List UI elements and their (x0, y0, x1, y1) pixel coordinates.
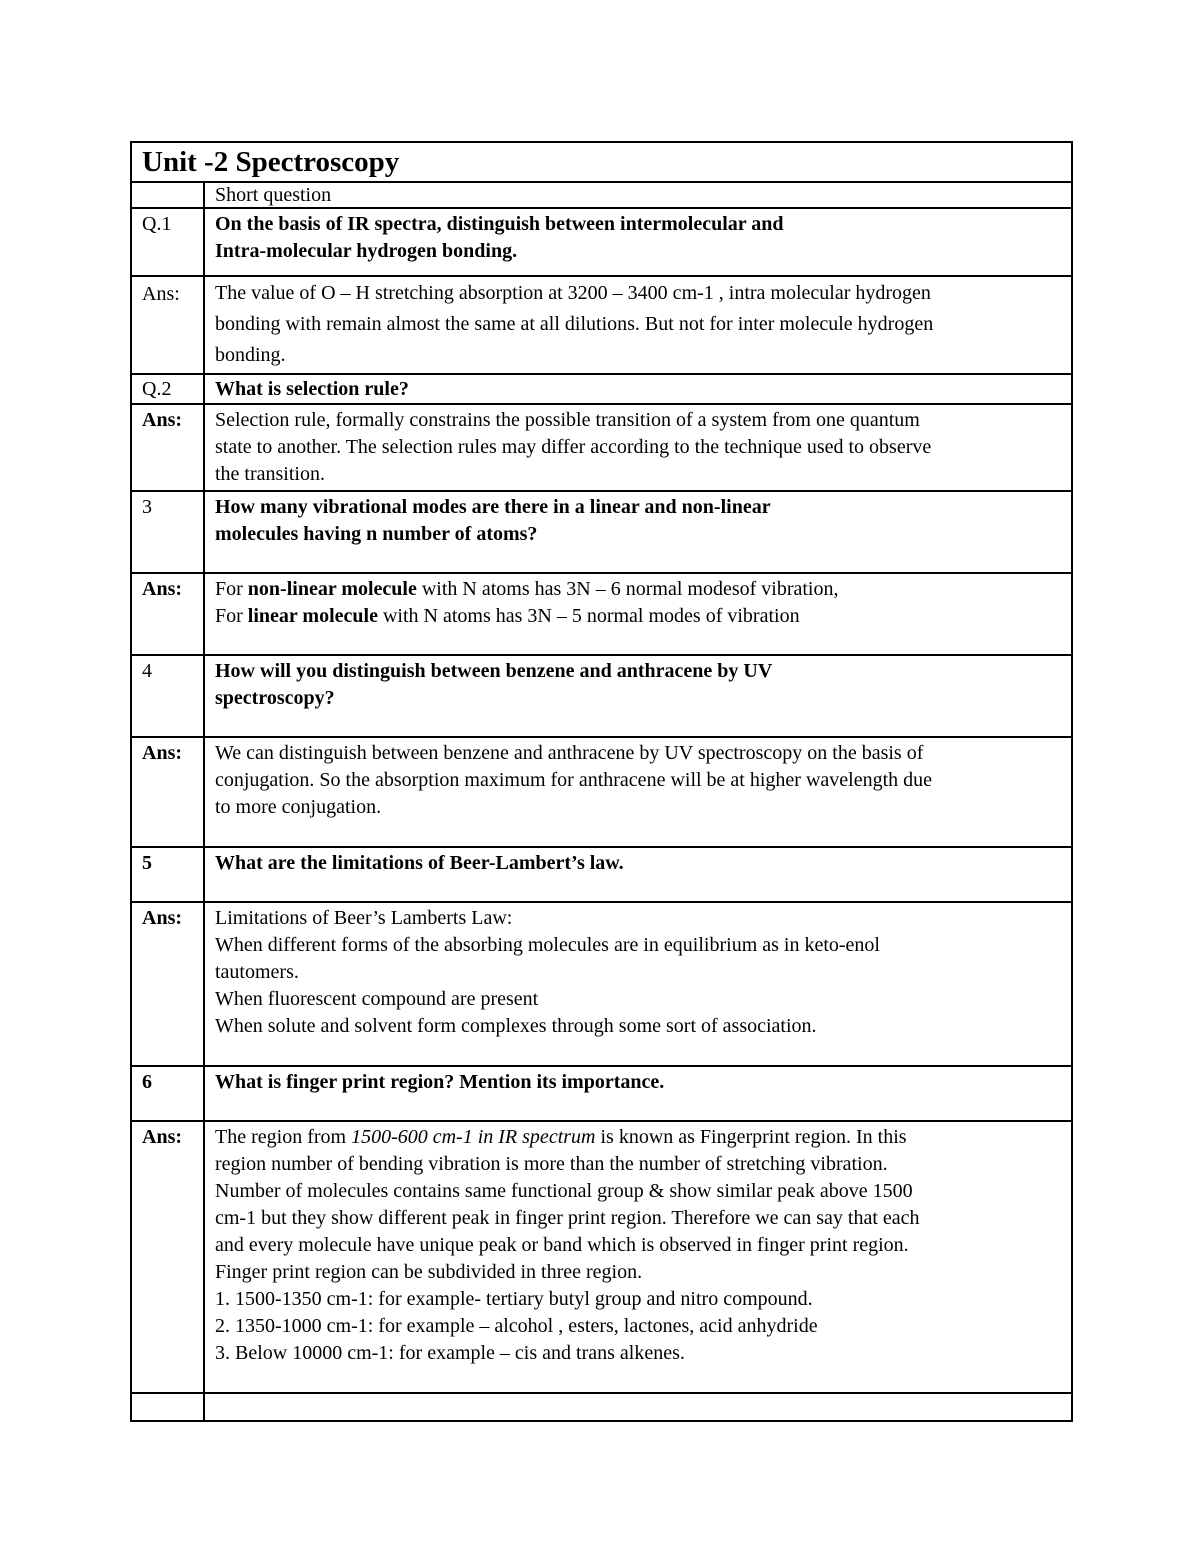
answer-row-q1 (131, 276, 1072, 374)
question-text (204, 655, 1072, 737)
empty-cell (131, 1393, 204, 1421)
question-row-q6 (131, 1066, 1072, 1121)
answer-fragment: The region from (215, 1126, 352, 1148)
answer-line: The value of O – H stretching absorption at 3200 – 3400 cm-1 , intra molecular hydrogen (215, 282, 931, 304)
question-row-q4 (131, 655, 1072, 737)
answer-label: Ans: (131, 276, 204, 374)
answer-line: When fluorescent compound are present (215, 988, 539, 1010)
answer-text (204, 573, 1072, 655)
answer-line: When different forms of the absorbing molecules are in equilibrium as in keto-enol (215, 934, 880, 956)
answer-row-q6 (131, 1121, 1072, 1393)
question-text: What are the limitations of Beer-Lambert’s law. (204, 847, 1072, 902)
answer-line: Number of molecules contains same functional group & show similar peak above 1500 (215, 1180, 913, 1202)
answer-emphasis: non-linear molecule (247, 578, 417, 600)
answer-fragment: For (215, 578, 248, 600)
empty-cell (131, 182, 204, 208)
section-label: Short question (204, 182, 1072, 208)
answer-text (204, 902, 1072, 1066)
answer-text (204, 276, 1072, 374)
answer-line: We can distinguish between benzene and anthracene by UV spectroscopy on the basis of (215, 742, 924, 764)
answer-emphasis: 1500-600 cm-1 in IR spectrum (351, 1126, 596, 1148)
answer-line (215, 1124, 1063, 1151)
answer-heading: Limitations of Beer’s Lamberts Law: (215, 907, 513, 929)
answer-line: the transition. (215, 463, 325, 485)
question-line: molecules having n number of atoms? (215, 523, 538, 545)
answer-line: and every molecule have unique peak or band which is observed in finger print region. (215, 1234, 909, 1256)
question-number: Q.2 (131, 374, 204, 404)
answer-line: 3. Below 10000 cm-1: for example – cis and trans alkenes. (215, 1342, 685, 1364)
answer-line: 2. 1350-1000 cm-1: for example – alcohol , esters, lactones, acid anhydride (215, 1315, 818, 1337)
question-row-q5 (131, 847, 1072, 902)
answer-row-q4 (131, 737, 1072, 847)
page-title: Unit -2 Spectroscopy (131, 142, 1072, 182)
answer-label: Ans: (131, 404, 204, 491)
answer-text (204, 737, 1072, 847)
question-line: How will you distinguish between benzene and anthracene by UV (215, 660, 773, 682)
answer-line: state to another. The selection rules may differ according to the technique used to observe (215, 436, 932, 458)
answer-fragment: with N atoms has 3N – 5 normal modes of vibration (377, 605, 800, 627)
answer-emphasis: linear molecule (247, 605, 378, 627)
question-line: On the basis of IR spectra, distinguish between intermolecular and (215, 213, 784, 235)
answer-label: Ans: (131, 573, 204, 655)
question-number: 3 (131, 491, 204, 573)
question-row-q3 (131, 491, 1072, 573)
question-number: 4 (131, 655, 204, 737)
answer-label: Ans: (131, 1121, 204, 1393)
answer-line: conjugation. So the absorption maximum for anthracene will be at higher wavelength due (215, 769, 933, 791)
answer-text (204, 404, 1072, 491)
answer-line: tautomers. (215, 961, 299, 983)
answer-fragment: is known as Fingerprint region. In this (595, 1126, 907, 1148)
answer-label: Ans: (131, 902, 204, 1066)
question-text: What is finger print region? Mention its importance. (204, 1066, 1072, 1121)
answer-line: 1. 1500-1350 cm-1: for example- tertiary butyl group and nitro compound. (215, 1288, 813, 1310)
answer-line: Selection rule, formally constrains the possible transition of a system from one quantum (215, 409, 920, 431)
answer-line (215, 603, 1063, 630)
answer-row-q3 (131, 573, 1072, 655)
answer-row-q2 (131, 404, 1072, 491)
question-row-q2 (131, 374, 1072, 404)
answer-text (204, 1121, 1072, 1393)
answer-line: region number of bending vibration is more than the number of stretching vibration. (215, 1153, 888, 1175)
answer-line (215, 576, 1063, 603)
question-line: Intra-molecular hydrogen bonding. (215, 240, 518, 262)
answer-fragment: For (215, 605, 248, 627)
question-text: What is selection rule? (204, 374, 1072, 404)
answer-line: cm-1 but they show different peak in finger print region. Therefore we can say that each (215, 1207, 920, 1229)
question-text (204, 208, 1072, 276)
section-row (131, 182, 1072, 208)
question-number: 5 (131, 847, 204, 902)
answer-fragment: with N atoms has 3N – 6 normal modesof vibration, (416, 578, 839, 600)
question-number: 6 (131, 1066, 204, 1121)
question-answer-table (130, 141, 1073, 1422)
answer-line: Finger print region can be subdivided in three region. (215, 1261, 643, 1283)
question-line: How many vibrational modes are there in a linear and non-linear (215, 496, 771, 518)
question-number: Q.1 (131, 208, 204, 276)
title-row (131, 142, 1072, 182)
question-line: spectroscopy? (215, 687, 335, 709)
answer-line: When solute and solvent form complexes through some sort of association. (215, 1015, 817, 1037)
question-row-q1 (131, 208, 1072, 276)
answer-line: to more conjugation. (215, 796, 382, 818)
answer-line: bonding. (215, 344, 286, 366)
empty-cell (204, 1393, 1072, 1421)
answer-row-q5 (131, 902, 1072, 1066)
answer-line: bonding with remain almost the same at all dilutions. But not for inter molecule hydrogen (215, 313, 934, 335)
question-text (204, 491, 1072, 573)
empty-row (131, 1393, 1072, 1421)
answer-label: Ans: (131, 737, 204, 847)
